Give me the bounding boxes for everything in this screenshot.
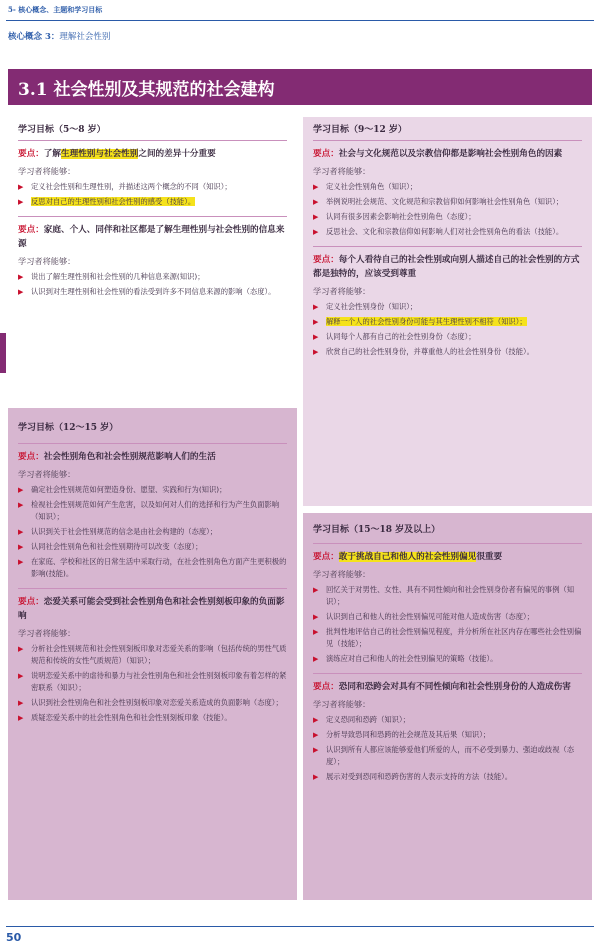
list-item: ▶ 质疑恋爱关系中的社会性别角色和社会性别刻板印象（技能）。 xyxy=(18,713,232,722)
triangle-bullet-icon: ▶ xyxy=(18,714,24,722)
triangle-bullet-icon: ▶ xyxy=(313,198,319,206)
learners-intro: 学习者将能够： xyxy=(18,628,76,638)
key-point: 要点：家庭、个人、同伴和社区都是了解生理性别与社会性别的信息来源 xyxy=(18,225,285,249)
key-point: 要点：了解生理性别与社会性别之间的差异十分重要 xyxy=(18,149,216,159)
box-title: 学习目标（9～12 岁） xyxy=(313,125,407,135)
learners-intro: 学习者将能够： xyxy=(313,166,371,176)
list-item: ▶ 分析社会性别规范和社会性别刻板印象对恋爱关系的影响（包括传统的男性气质规范和传统的女性气质规范）（知识）； xyxy=(18,644,287,665)
triangle-bullet-icon: ▶ xyxy=(18,528,24,536)
side-tab-marker xyxy=(0,333,6,373)
list-item: ▶ 分析导致恐同和恐跨的社会规范及其后果（知识）； xyxy=(313,730,491,739)
triangle-bullet-icon: ▶ xyxy=(18,672,24,680)
list-item: ▶ 认同每个人都有自己的社会性别身份（态度）； xyxy=(313,332,476,341)
triangle-bullet-icon: ▶ xyxy=(18,501,24,509)
list-item: ▶ 认识到所有人都应该能够爱他们所爱的人，而不必受到暴力、强迫或歧视（态度）； xyxy=(313,745,575,766)
list-item: ▶ 展示对受到恐同和恐跨伤害的人表示支持的方法（技能）。 xyxy=(313,772,513,781)
concept-heading xyxy=(8,30,110,42)
key-point: 要点：恐同和恐跨会对具有不同性倾向和社会性别身份的人造成伤害 xyxy=(313,682,571,692)
list-item: ▶ 反思社会、文化和宗教信仰如何影响人们对社会性别角色的看法（技能）。 xyxy=(313,227,564,236)
key-point: 要点：社会与文化规范以及宗教信仰都是影响社会性别角色的因素 xyxy=(313,149,563,159)
highlighted-text: 敢于挑战自己和他人的社会性别偏见 xyxy=(338,552,477,562)
objective-list xyxy=(18,181,287,208)
section-title: 3.1 社会性别及其规范的社会建构 xyxy=(18,80,275,100)
triangle-bullet-icon: ▶ xyxy=(18,198,24,206)
triangle-bullet-icon: ▶ xyxy=(313,213,319,221)
learners-intro: 学习者将能够： xyxy=(313,569,371,579)
learners-intro: 学习者将能够： xyxy=(313,286,371,296)
objective-list xyxy=(18,484,287,580)
triangle-bullet-icon: ▶ xyxy=(18,645,24,653)
triangle-bullet-icon: ▶ xyxy=(18,273,24,281)
objectives-box-5-8 xyxy=(8,117,297,400)
list-item: ▶ 在家庭、学校和社区的日常生活中采取行动，在社会性别角色方面产生更积极的影响(技能)。 xyxy=(18,557,287,578)
objective-list xyxy=(313,301,582,358)
objective-list xyxy=(18,643,287,724)
list-item: ▶ 认同有很多因素会影响社会性别角色（态度）； xyxy=(313,212,476,221)
triangle-bullet-icon: ▶ xyxy=(313,303,319,311)
list-item: ▶ 定义社会性别角色（知识）； xyxy=(313,182,418,191)
list-item: ▶ 反思对自己的生理性别和社会性别的感受（技能）。 xyxy=(18,197,196,206)
objectives-box-12-15 xyxy=(8,408,297,900)
triangle-bullet-icon: ▶ xyxy=(313,628,319,636)
objectives-box-9-12 xyxy=(303,117,592,506)
triangle-bullet-icon: ▶ xyxy=(313,333,319,341)
list-item: ▶ 检视社会性别规范如何产生危害，以及如何对人们的选择和行为产生负面影响（知识）； xyxy=(18,500,280,521)
footer-divider xyxy=(6,926,594,927)
triangle-bullet-icon: ▶ xyxy=(18,543,24,551)
concept-title: 理解社会性别 xyxy=(59,32,111,42)
triangle-bullet-icon: ▶ xyxy=(18,486,24,494)
triangle-bullet-icon: ▶ xyxy=(313,731,319,739)
list-item: ▶ 认识到关于社会性别规范的信念是由社会构建的（态度）； xyxy=(18,527,218,536)
list-item: ▶ 说出了解生理性别和社会性别的几种信息来源(知识)； xyxy=(18,272,205,281)
list-item: ▶ 认同社会性别角色和社会性别期待可以改变（态度）； xyxy=(18,542,203,551)
learners-intro: 学习者将能够： xyxy=(18,256,76,266)
list-item: ▶ 定义恐同和恐跨（知识）； xyxy=(313,715,410,724)
key-point: 要点：每个人看待自己的社会性别或向别人描述自己的社会性别的方式都是独特的，应该受到尊重 xyxy=(313,255,580,279)
triangle-bullet-icon: ▶ xyxy=(18,558,24,566)
learners-intro: 学习者将能够： xyxy=(18,166,76,176)
list-item: ▶ 定义社会性别和生理性别，并描述这两个概念的不同（知识）； xyxy=(18,182,232,191)
triangle-bullet-icon: ▶ xyxy=(313,746,319,754)
list-item: ▶ 确定社会性别规范如何塑造身份、愿望、实践和行为(知识)； xyxy=(18,485,227,494)
list-item: ▶ 认识到对生理性别和社会性别的看法受到许多不同信息来源的影响（态度）。 xyxy=(18,287,276,296)
list-item: ▶ 认识到自己和他人的社会性别偏见可能对他人造成伤害（态度）； xyxy=(313,612,534,621)
box-title: 学习目标（12～15 岁） xyxy=(18,423,119,433)
triangle-bullet-icon: ▶ xyxy=(313,655,319,663)
box-title: 学习目标（15～18 岁及以上） xyxy=(313,525,441,535)
objectives-box-15-18 xyxy=(303,513,592,900)
section-banner xyxy=(8,69,592,105)
list-item: ▶ 认识到社会性别角色和社会性别刻板印象对恋爱关系造成的负面影响（态度）； xyxy=(18,698,283,707)
triangle-bullet-icon: ▶ xyxy=(313,586,319,594)
triangle-bullet-icon: ▶ xyxy=(313,318,319,326)
triangle-bullet-icon: ▶ xyxy=(313,348,319,356)
header-divider xyxy=(6,20,594,21)
running-header: 5- 核心概念、主题和学习目标 xyxy=(8,5,103,14)
list-item: ▶ 批判性地评估自己的社会性别偏见程度，并分析所在社区内存在哪些社会性别偏见（技能）； xyxy=(313,627,582,648)
list-item: ▶ 欣赏自己的社会性别身份，并尊重他人的社会性别身份（技能）。 xyxy=(313,347,534,356)
objective-list xyxy=(313,714,582,783)
triangle-bullet-icon: ▶ xyxy=(313,716,319,724)
objective-list xyxy=(313,181,582,238)
list-item: ▶ 演练应对自己和他人的社会性别偏见的策略（技能）。 xyxy=(313,654,498,663)
list-item: ▶ 说明恋爱关系中的虐待和暴力与社会性别角色和社会性别刻板印象有着怎样的紧密联系（知识）； xyxy=(18,671,287,692)
key-point: 要点：社会性别角色和社会性别规范影响人们的生活 xyxy=(18,452,216,462)
triangle-bullet-icon: ▶ xyxy=(18,288,24,296)
concept-label: 核心概念 3： xyxy=(8,32,60,42)
key-point: 要点：敢于挑战自己和他人的社会性别偏见很重要 xyxy=(313,552,503,562)
triangle-bullet-icon: ▶ xyxy=(313,613,319,621)
objective-list xyxy=(18,271,287,298)
list-item: ▶ 回忆关于对男性、女性、具有不同性倾向和社会性别身份者有偏见的事例（知识）； xyxy=(313,585,575,606)
objective-list xyxy=(313,584,582,665)
triangle-bullet-icon: ▶ xyxy=(313,228,319,236)
list-item: ▶ 解释一个人的社会性别身份可能与其生理性别不相符（知识）； xyxy=(313,317,527,326)
triangle-bullet-icon: ▶ xyxy=(18,699,24,707)
triangle-bullet-icon: ▶ xyxy=(313,773,319,781)
key-point: 要点：恋爱关系可能会受到社会性别角色和社会性别刻板印象的负面影响 xyxy=(18,597,285,621)
highlighted-text: 生理性别与社会性别 xyxy=(61,149,139,159)
learners-intro: 学习者将能够： xyxy=(313,699,371,709)
triangle-bullet-icon: ▶ xyxy=(18,183,24,191)
box-title: 学习目标（5～8 岁） xyxy=(18,125,106,135)
page-number: 50 xyxy=(6,931,22,944)
learners-intro: 学习者将能够： xyxy=(18,469,76,479)
list-item: ▶ 举例说明社会规范、文化规范和宗教信仰如何影响社会性别角色（知识）； xyxy=(313,197,564,206)
triangle-bullet-icon: ▶ xyxy=(313,183,319,191)
list-item: ▶ 定义社会性别身份（知识）； xyxy=(313,302,418,311)
